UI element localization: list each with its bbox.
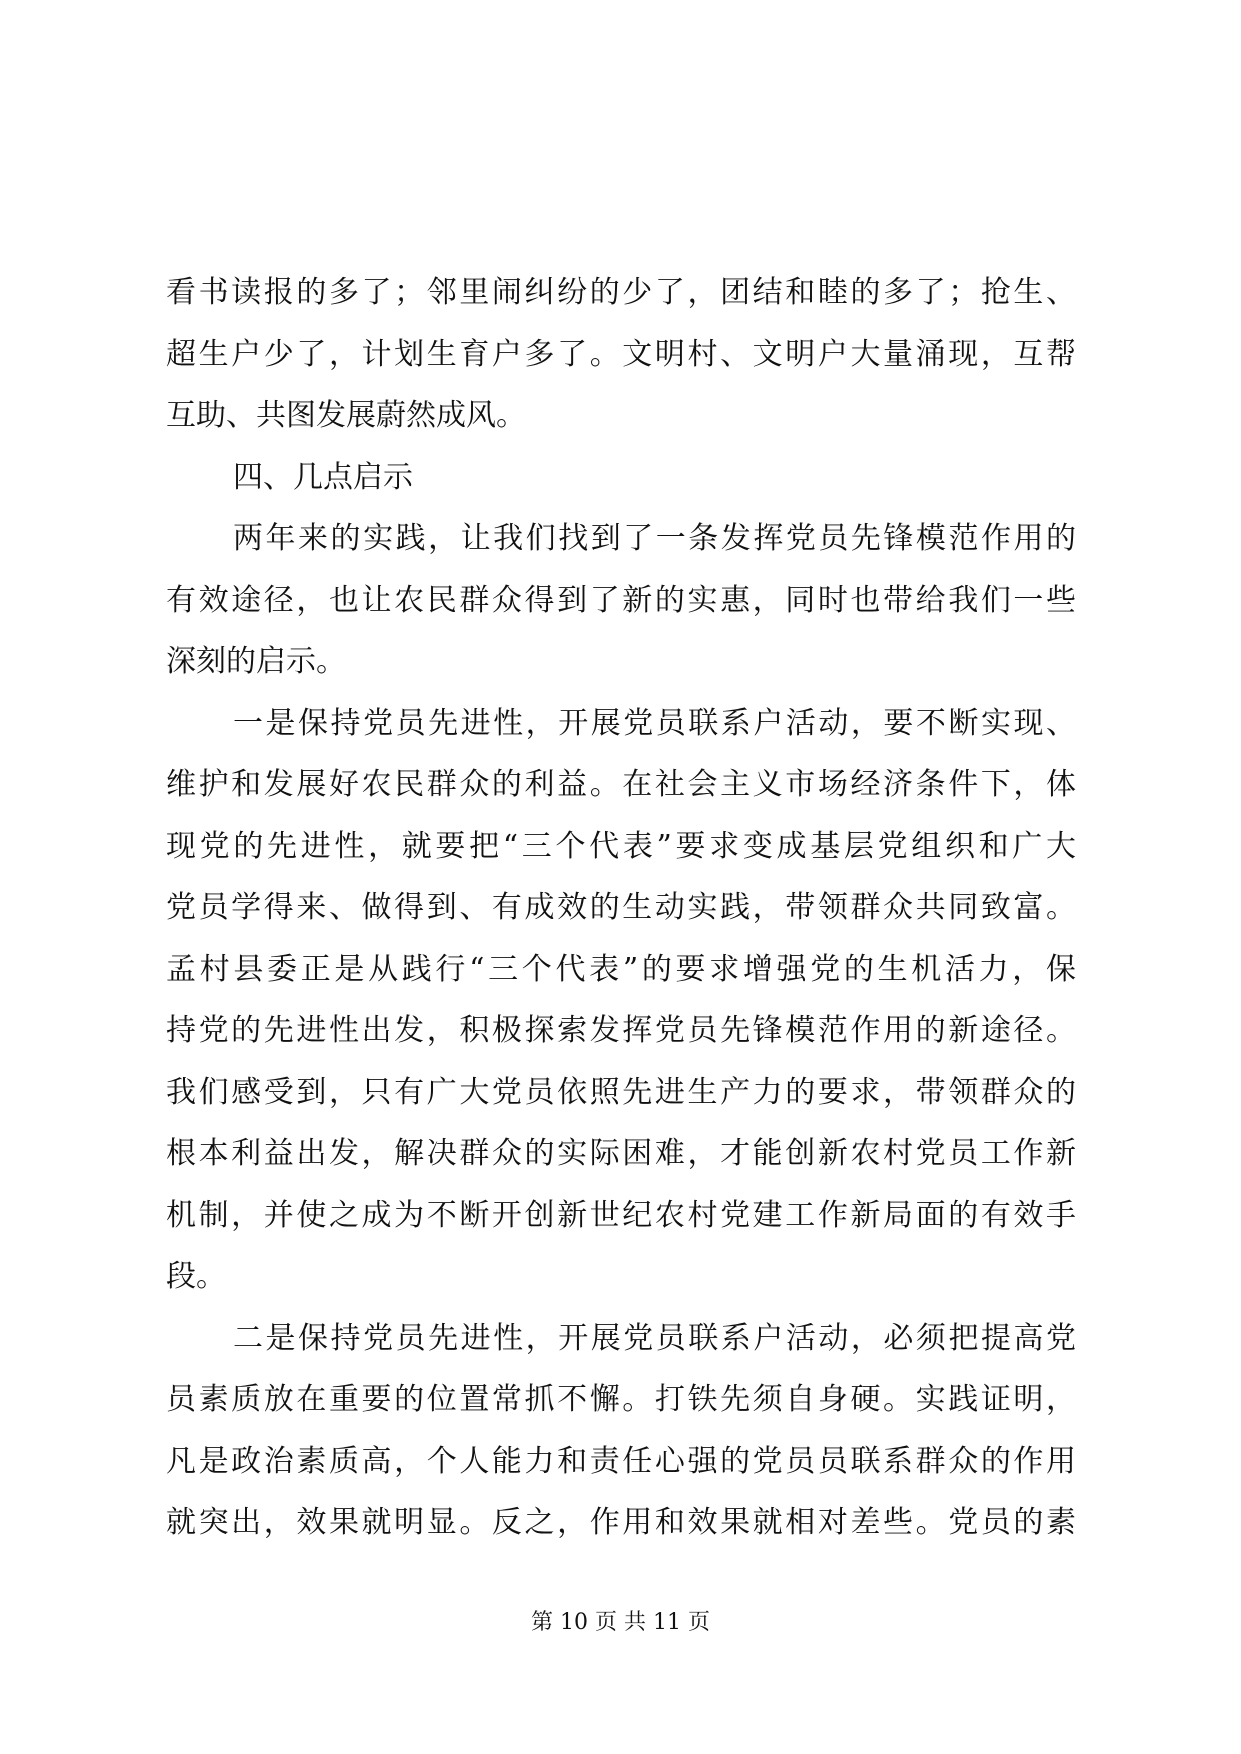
text-line: 深刻的启示。 bbox=[166, 644, 346, 679]
text-line: 孟村县委正是从践行“三个代表”的要求增强党的生机活力，保 bbox=[166, 951, 1076, 987]
text-line: 凡是政治素质高，个人能力和责任心强的党员员联系群众的作用 bbox=[166, 1443, 1076, 1479]
text-line: 员素质放在重要的位置常抓不懈。打铁先须自身硬。实践证明， bbox=[166, 1382, 1076, 1417]
text-line: 两年来的实践，让我们找到了一条发挥党员先锋模范作用的 bbox=[233, 521, 1076, 556]
text-line: 党员学得来、做得到、有成效的生动实践，带领群众共同致富。 bbox=[166, 890, 1076, 925]
text-line: 段。 bbox=[166, 1259, 226, 1294]
text-line: 现党的先进性，就要把“三个代表”要求变成基层党组织和广大 bbox=[166, 828, 1076, 864]
text-line: 看书读报的多了；邻里闹纠纷的少了，团结和睦的多了；抢生、 bbox=[166, 275, 1076, 310]
page-footer: 第 10 页 共 11 页 bbox=[531, 1610, 710, 1635]
text-line: 有效途径，也让农民群众得到了新的实惠，同时也带给我们一些 bbox=[166, 582, 1076, 618]
text-line: 四、几点启示 bbox=[233, 459, 413, 495]
text-line: 就突出，效果就明显。反之，作用和效果就相对差些。党员的素 bbox=[166, 1505, 1076, 1540]
body-text bbox=[166, 262, 1076, 1554]
text-line: 二是保持党员先进性，开展党员联系户活动，必须把提高党 bbox=[233, 1320, 1076, 1356]
text-line: 我们感受到，只有广大党员依照先进生产力的要求，带领群众的 bbox=[166, 1074, 1076, 1110]
text-line: 一是保持党员先进性，开展党员联系户活动，要不断实现、 bbox=[233, 705, 1076, 741]
text-line: 机制，并使之成为不断开创新世纪农村党建工作新局面的有效手 bbox=[166, 1197, 1076, 1233]
text-line: 维护和发展好农民群众的利益。在社会主义市场经济条件下，体 bbox=[166, 767, 1076, 802]
text-line: 持党的先进性出发，积极探索发挥党员先锋模范作用的新途径。 bbox=[166, 1013, 1076, 1048]
text-line: 超生户少了，计划生育户多了。文明村、文明户大量涌现，互帮 bbox=[166, 336, 1076, 372]
text-line: 互助、共图发展蔚然成风。 bbox=[166, 398, 526, 433]
text-line: 根本利益出发，解决群众的实际困难，才能创新农村党员工作新 bbox=[166, 1136, 1076, 1171]
